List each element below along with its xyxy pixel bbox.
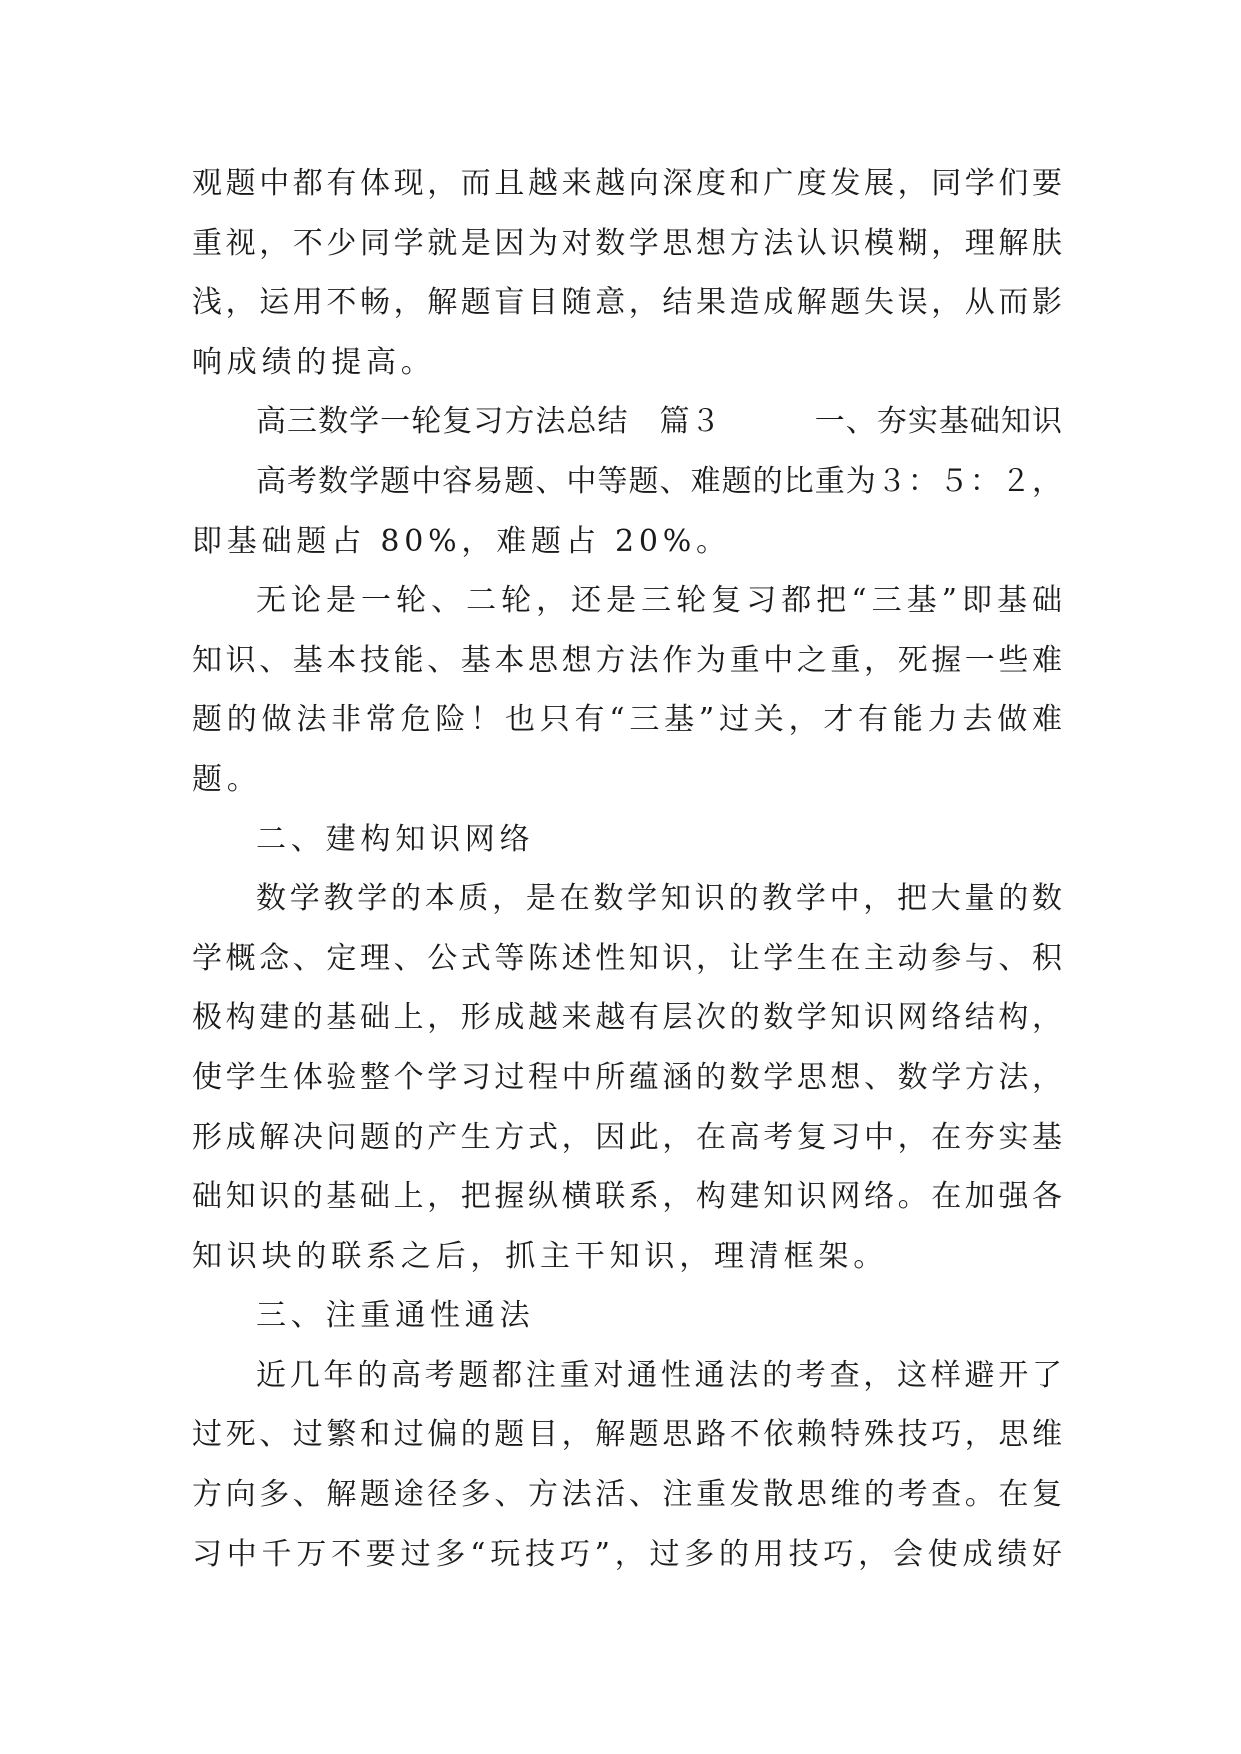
text-line: 无论是一轮、二轮，还是三轮复习都把“三基”即基础 xyxy=(256,583,1062,619)
text-line: 题。 xyxy=(192,761,262,797)
text-line: 形成解决问题的产生方式，因此，在高考复习中，在夯实基 xyxy=(192,1119,1062,1155)
text-line: 重视，不少同学就是因为对数学思想方法认识模糊，理解肤 xyxy=(192,225,1062,261)
text-line: 过死、过繁和过偏的题目，解题思路不依赖特殊技巧，思维 xyxy=(192,1417,1062,1453)
text-line: 即基础题占 80%，难题占 20%。 xyxy=(192,523,731,559)
text-line: 高考数学题中容易题、中等题、难题的比重为３：５：２， xyxy=(256,463,1062,499)
text-line: 数学教学的本质，是在数学知识的教学中，把大量的数 xyxy=(256,881,1062,917)
section-heading: 二、建构知识网络 xyxy=(256,821,535,857)
section-heading-line: 高三数学一轮复习方法总结 篇３ 一、夯实基础知识 xyxy=(256,404,1062,440)
text-line: 响成绩的提高。 xyxy=(192,344,436,380)
section-heading: 三、注重通性通法 xyxy=(256,1298,535,1334)
text-line: 浅，运用不畅，解题盲目随意，结果造成解题失误，从而影 xyxy=(192,285,1062,321)
text-line: 知识块的联系之后，抓主干知识，理清框架。 xyxy=(192,1238,888,1274)
text-line: 极构建的基础上，形成越来越有层次的数学知识网络结构， xyxy=(192,1000,1062,1036)
text-line: 础知识的基础上，把握纵横联系，构建知识网络。在加强各 xyxy=(192,1179,1062,1215)
text-line: 观题中都有体现，而且越来越向深度和广度发展，同学们要 xyxy=(192,166,1062,201)
text-line: 习中千万不要过多“玩技巧”，过多的用技巧，会使成绩好 xyxy=(192,1536,1062,1572)
text-line: 使学生体验整个学习过程中所蕴涵的数学思想、数学方法， xyxy=(192,1059,1062,1095)
document-body xyxy=(192,154,1062,1584)
text-line: 题的做法非常危险！也只有“三基”过关，才有能力去做难 xyxy=(192,702,1062,738)
text-line: 近几年的高考题都注重对通性通法的考查，这样避开了 xyxy=(256,1357,1062,1393)
text-line: 学概念、定理、公式等陈述性知识，让学生在主动参与、积 xyxy=(192,940,1062,976)
text-line: 知识、基本技能、基本思想方法作为重中之重，死握一些难 xyxy=(192,642,1062,678)
text-line: 方向多、解题途径多、方法活、注重发散思维的考查。在复 xyxy=(192,1477,1062,1513)
